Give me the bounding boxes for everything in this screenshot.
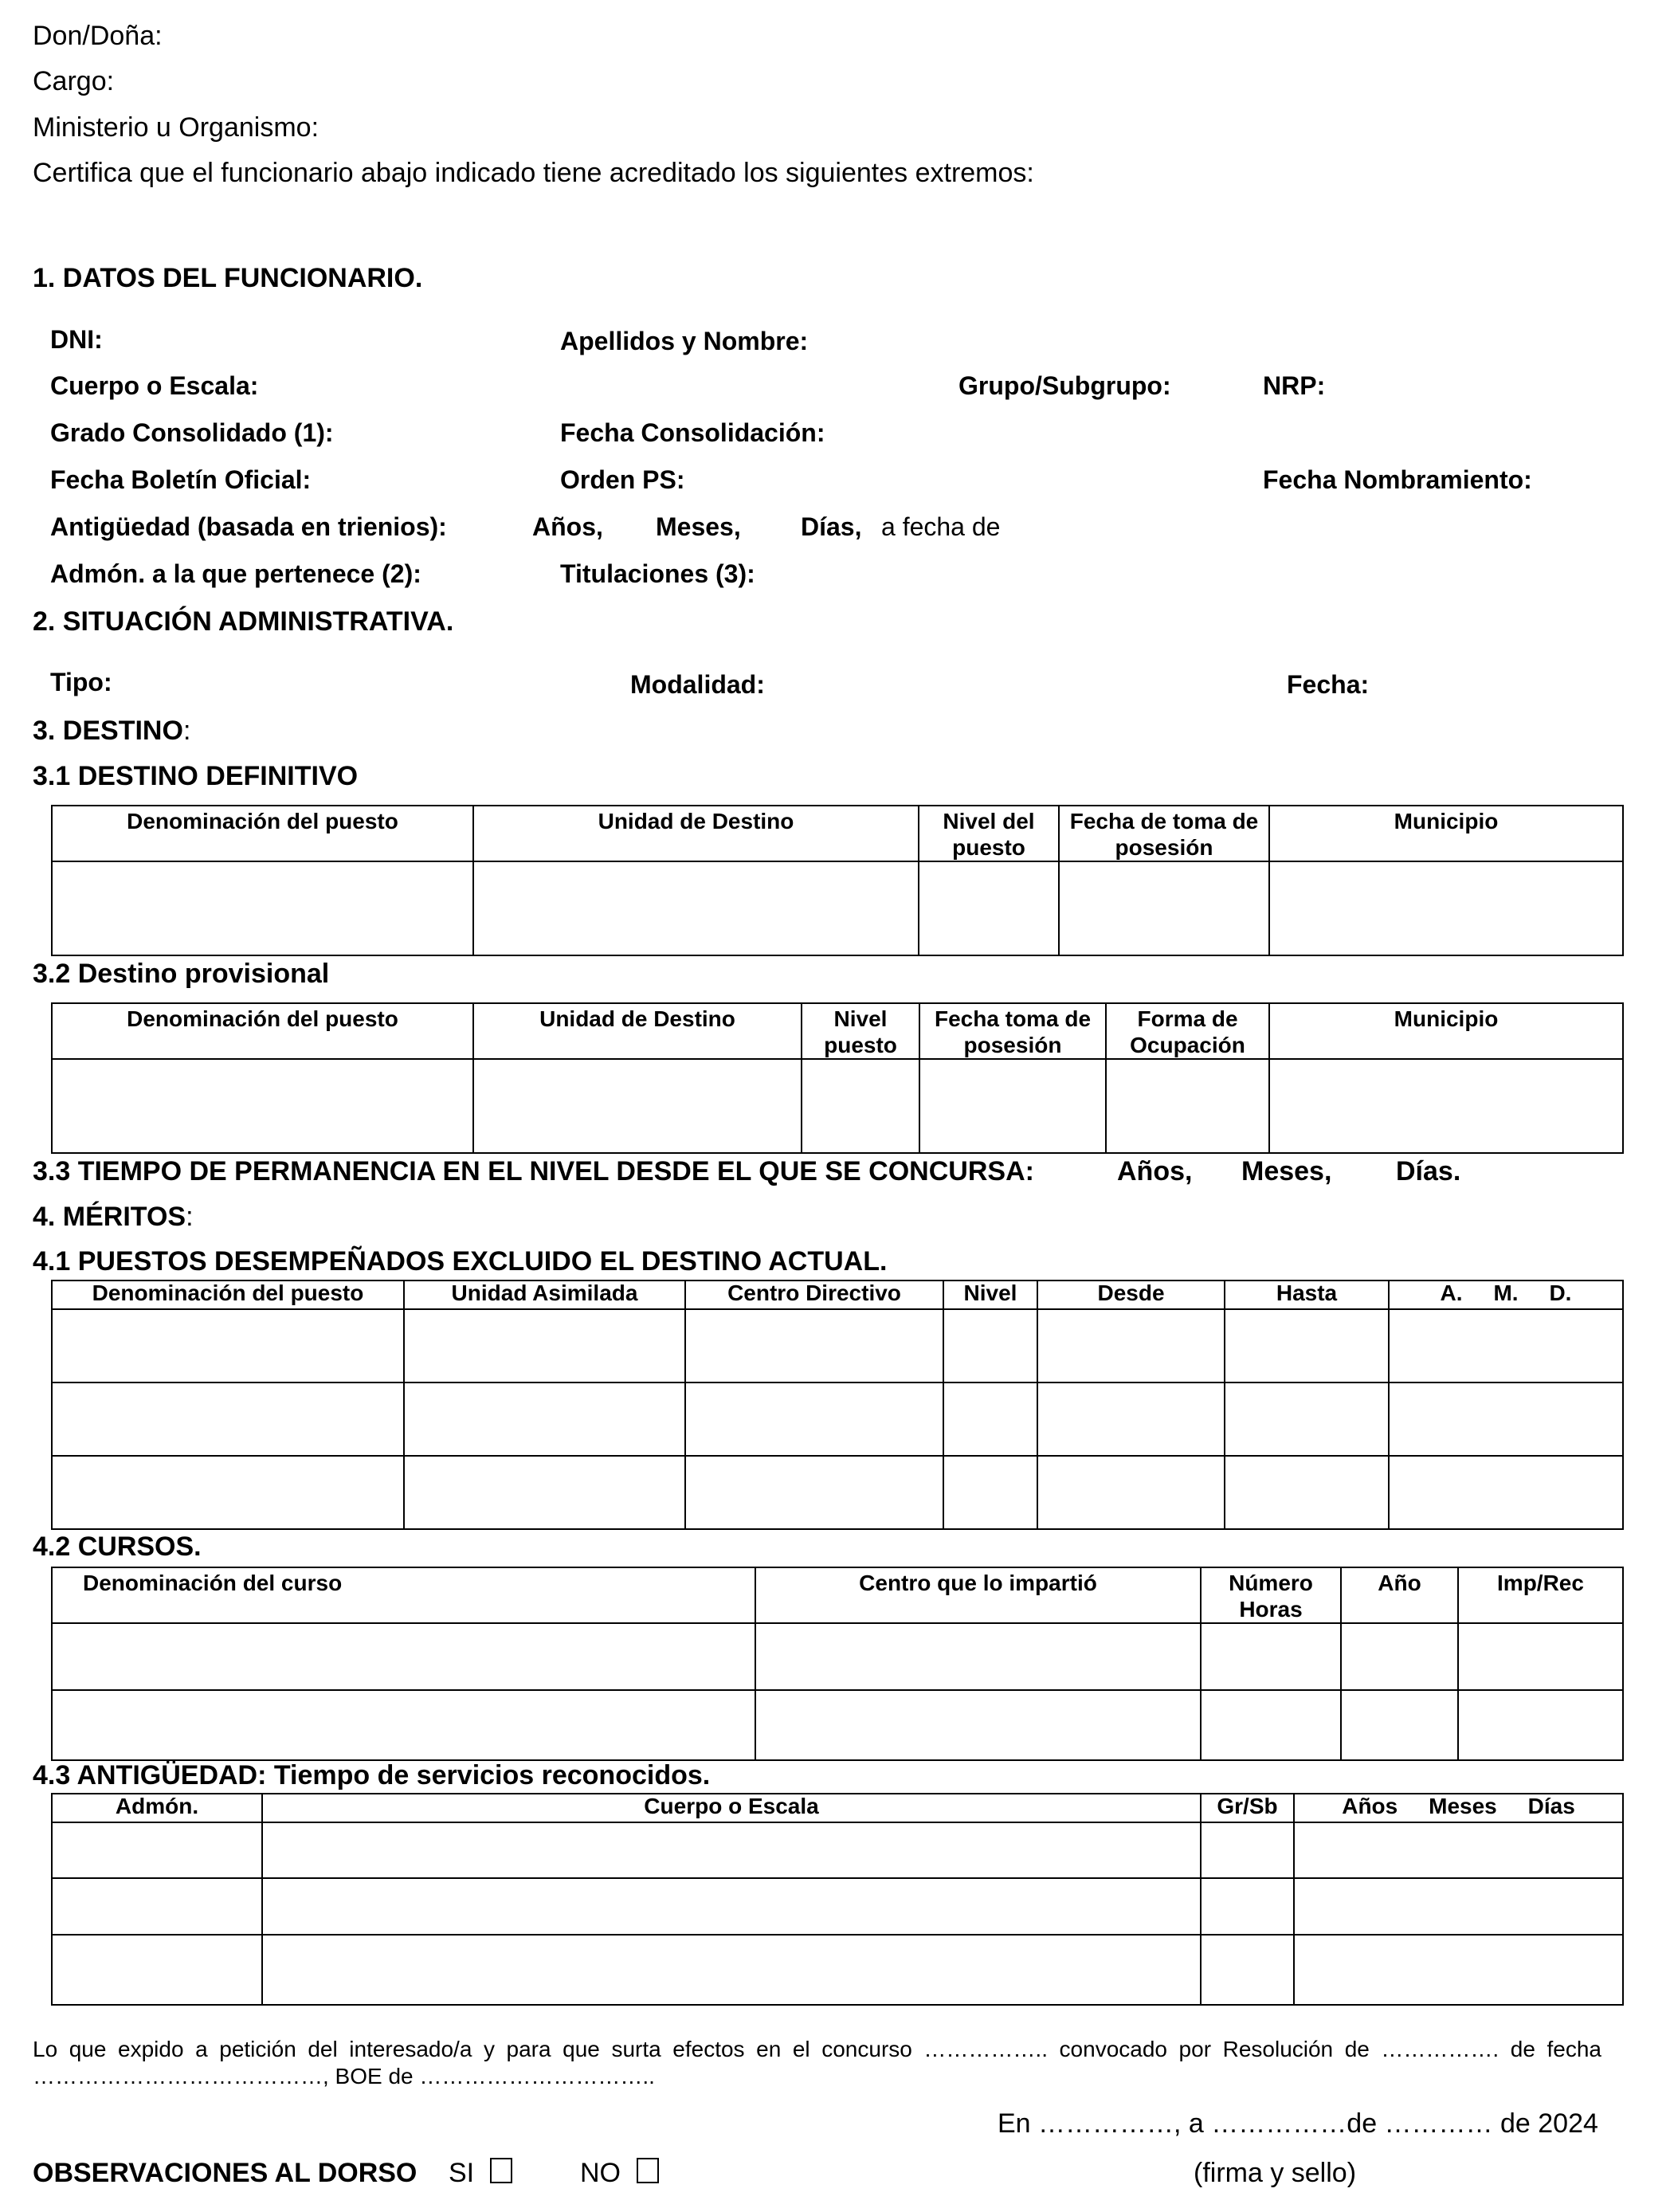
table-cell[interactable] — [1225, 1382, 1389, 1456]
table-cell[interactable] — [404, 1456, 685, 1529]
table-cell[interactable] — [52, 1623, 755, 1690]
antiguedad-meses-label: Meses, — [656, 512, 741, 541]
table-cell[interactable] — [943, 1456, 1037, 1529]
table-row — [52, 1878, 1623, 1935]
si-checkbox[interactable] — [490, 2158, 512, 2183]
table-cell[interactable] — [943, 1309, 1037, 1382]
table-cell[interactable] — [262, 1822, 1201, 1878]
column-header: A. M. D. — [1389, 1281, 1623, 1309]
column-header: Gr/Sb — [1201, 1794, 1294, 1822]
no-checkbox[interactable] — [637, 2158, 659, 2183]
permanencia-dias-label: Días. — [1396, 1156, 1461, 1186]
table-cell[interactable] — [52, 1059, 473, 1153]
table-row — [52, 1456, 1623, 1529]
apellidos-label: Apellidos y Nombre: — [560, 327, 809, 355]
table-cell[interactable] — [1341, 1690, 1458, 1760]
column-header: Fecha toma de posesión — [919, 1003, 1106, 1059]
table-cell[interactable] — [685, 1456, 943, 1529]
table-cell[interactable] — [52, 1935, 262, 2005]
expido-paragraph: Lo que expido a petición del interesado/a y para que surta efectos en el concurso …………….. convocado por Resolución de ……………. de fecha …………………………………, BOE de ………………………….. — [33, 2037, 1601, 2088]
table-cell[interactable] — [1037, 1456, 1225, 1529]
column-header: Denominación del puesto — [52, 1281, 404, 1309]
permanencia-meses-label: Meses, — [1241, 1156, 1332, 1186]
table-cell[interactable] — [52, 1690, 755, 1760]
grupo-label: Grupo/Subgrupo: — [958, 371, 1171, 400]
section-3-3-title: 3.3 TIEMPO DE PERMANENCIA EN EL NIVEL DESDE EL QUE SE CONCURSA: — [33, 1156, 1034, 1186]
section-4-3-title-bold: 4.3 ANTIGÜEDAD: — [33, 1760, 267, 1790]
table-cell[interactable] — [473, 1059, 802, 1153]
table-cell[interactable] — [1037, 1309, 1225, 1382]
section-4-3-title — [33, 1760, 710, 1791]
column-header: Nivel puesto — [802, 1003, 919, 1059]
column-header: Denominación del puesto — [52, 806, 473, 861]
grado-label: Grado Consolidado (1): — [50, 418, 334, 447]
destino-definitivo-table — [51, 805, 1624, 956]
table-cell[interactable] — [1294, 1878, 1623, 1935]
table-cell[interactable] — [919, 1059, 1106, 1153]
column-header: Número Horas — [1201, 1567, 1341, 1623]
column-header: Imp/Rec — [1458, 1567, 1623, 1623]
dni-label: DNI: — [50, 325, 103, 354]
antiguedad-dias-label: Días, — [801, 512, 862, 541]
column-header: Forma de Ocupación — [1106, 1003, 1269, 1059]
section-4-3-title-rest: Tiempo de servicios reconocidos. — [266, 1760, 711, 1790]
modalidad-label: Modalidad: — [630, 670, 765, 699]
column-header: Nivel — [943, 1281, 1037, 1309]
table-cell[interactable] — [1389, 1456, 1623, 1529]
column-header: Centro que lo impartió — [755, 1567, 1201, 1623]
table-cell[interactable] — [1269, 1059, 1623, 1153]
cuerpo-label: Cuerpo o Escala: — [50, 371, 259, 400]
table-cell[interactable] — [52, 1382, 404, 1456]
titulaciones-label: Titulaciones (3): — [560, 559, 755, 588]
table-cell[interactable] — [1389, 1309, 1623, 1382]
section-4-1-title: 4.1 PUESTOS DESEMPEÑADOS EXCLUIDO EL DESTINO ACTUAL. — [33, 1246, 888, 1277]
fecha-consolidacion-label: Fecha Consolidación: — [560, 418, 825, 447]
table-cell[interactable] — [1294, 1822, 1623, 1878]
table-cell[interactable] — [52, 1456, 404, 1529]
table-cell[interactable] — [1059, 861, 1269, 955]
column-header: Hasta — [1225, 1281, 1389, 1309]
section-3-title-text: 3. DESTINO — [33, 716, 183, 746]
table-cell[interactable] — [1201, 1690, 1341, 1760]
firma-sello-label: (firma y sello) — [1194, 2158, 1357, 2188]
table-row — [52, 1690, 1623, 1760]
column-header: Municipio — [1269, 1003, 1623, 1059]
section-3-2-title: 3.2 Destino provisional — [33, 959, 330, 989]
section-4-title-text: 4. MÉRITOS — [33, 1202, 186, 1232]
table-cell[interactable] — [802, 1059, 919, 1153]
table-row — [52, 1309, 1623, 1382]
section-4-colon: : — [186, 1202, 194, 1232]
section-4-title — [33, 1202, 194, 1233]
table-cell[interactable] — [1201, 1623, 1341, 1690]
section-3-1-title: 3.1 DESTINO DEFINITIVO — [33, 761, 359, 791]
table-row — [52, 1822, 1623, 1878]
table-cell[interactable] — [404, 1382, 685, 1456]
table-cell[interactable] — [404, 1309, 685, 1382]
column-header: Unidad de Destino — [473, 1003, 802, 1059]
table-cell[interactable] — [1458, 1623, 1623, 1690]
column-header: Centro Directivo — [685, 1281, 943, 1309]
certifica-text: Certifica que el funcionario abajo indicado tiene acreditado los siguientes extremos: — [33, 158, 1034, 188]
table-cell[interactable] — [755, 1623, 1201, 1690]
table-cell[interactable] — [52, 861, 473, 955]
fecha-boletin-label: Fecha Boletín Oficial: — [50, 465, 312, 494]
column-header: Denominación del puesto — [52, 1003, 473, 1059]
column-header: Unidad Asimilada — [404, 1281, 685, 1309]
table-cell[interactable] — [1341, 1623, 1458, 1690]
table-cell[interactable] — [52, 1822, 262, 1878]
column-header: Municipio — [1269, 806, 1623, 861]
fecha-situacion-label: Fecha: — [1287, 670, 1370, 699]
column-header: Fecha de toma de posesión — [1059, 806, 1269, 861]
table-cell[interactable] — [262, 1878, 1201, 1935]
destino-provisional-table — [51, 1002, 1624, 1154]
table-cell[interactable] — [919, 861, 1059, 955]
don-dona-label: Don/Doña: — [33, 21, 163, 51]
table-cell[interactable] — [1269, 861, 1623, 955]
fecha-nombramiento-label: Fecha Nombramiento: — [1263, 465, 1532, 494]
table-cell[interactable] — [1225, 1456, 1389, 1529]
cursos-table — [51, 1567, 1624, 1761]
column-header: Admón. — [52, 1794, 262, 1822]
section-4-2-title: 4.2 CURSOS. — [33, 1532, 202, 1562]
lugar-fecha-line: En ……………, a ……………de ………… de 2024 — [998, 2108, 1598, 2139]
table-row — [52, 1059, 1623, 1153]
table-cell[interactable] — [1037, 1382, 1225, 1456]
column-header: Desde — [1037, 1281, 1225, 1309]
section-2-title: 2. SITUACIÓN ADMINISTRATIVA. — [33, 606, 454, 637]
section-3-colon: : — [182, 716, 191, 746]
permanencia-anos-label: Años, — [1117, 1156, 1193, 1186]
antiguedad-table — [51, 1793, 1624, 2006]
no-label: NO — [580, 2158, 621, 2188]
column-header: Nivel del puesto — [919, 806, 1059, 861]
table-cell[interactable] — [52, 1309, 404, 1382]
section-3-title — [33, 716, 190, 747]
table-cell[interactable] — [262, 1935, 1201, 2005]
table-cell[interactable] — [1225, 1309, 1389, 1382]
table-cell[interactable] — [1106, 1059, 1269, 1153]
table-cell[interactable] — [1389, 1382, 1623, 1456]
column-header: Unidad de Destino — [473, 806, 919, 861]
nrp-label: NRP: — [1263, 371, 1326, 400]
ministerio-label: Ministerio u Organismo: — [33, 112, 319, 143]
table-cell[interactable] — [1201, 1935, 1294, 2005]
table-cell[interactable] — [1458, 1690, 1623, 1760]
table-row — [52, 861, 1623, 955]
column-header: Denominación del curso — [52, 1567, 755, 1623]
table-cell[interactable] — [1201, 1822, 1294, 1878]
table-row — [52, 1935, 1623, 2005]
column-header: Cuerpo o Escala — [262, 1794, 1201, 1822]
tipo-label: Tipo: — [50, 668, 112, 696]
table-row — [52, 1382, 1623, 1456]
table-cell[interactable] — [473, 861, 919, 955]
table-cell[interactable] — [685, 1382, 943, 1456]
observaciones-no-option[interactable] — [580, 2158, 659, 2189]
table-cell[interactable] — [685, 1309, 943, 1382]
observaciones-si-option[interactable] — [449, 2158, 512, 2189]
a-fecha-de-label: a fecha de — [881, 512, 1001, 541]
orden-ps-label: Orden PS: — [560, 465, 685, 494]
table-cell[interactable] — [1201, 1878, 1294, 1935]
observaciones-label: OBSERVACIONES AL DORSO — [33, 2158, 418, 2188]
table-cell[interactable] — [755, 1690, 1201, 1760]
table-row — [52, 1623, 1623, 1690]
table-cell[interactable] — [52, 1878, 262, 1935]
column-header: Año — [1341, 1567, 1458, 1623]
section-1-title: 1. DATOS DEL FUNCIONARIO. — [33, 263, 423, 293]
table-cell[interactable] — [943, 1382, 1037, 1456]
si-label: SI — [449, 2158, 475, 2188]
puestos-desempenados-table — [51, 1280, 1624, 1530]
admon-label: Admón. a la que pertenece (2): — [50, 559, 421, 588]
cargo-label: Cargo: — [33, 66, 115, 96]
antiguedad-label: Antigüedad (basada en trienios): — [50, 512, 447, 541]
antiguedad-anos-label: Años, — [532, 512, 603, 541]
column-header: Años Meses Días — [1294, 1794, 1623, 1822]
table-cell[interactable] — [1294, 1935, 1623, 2005]
